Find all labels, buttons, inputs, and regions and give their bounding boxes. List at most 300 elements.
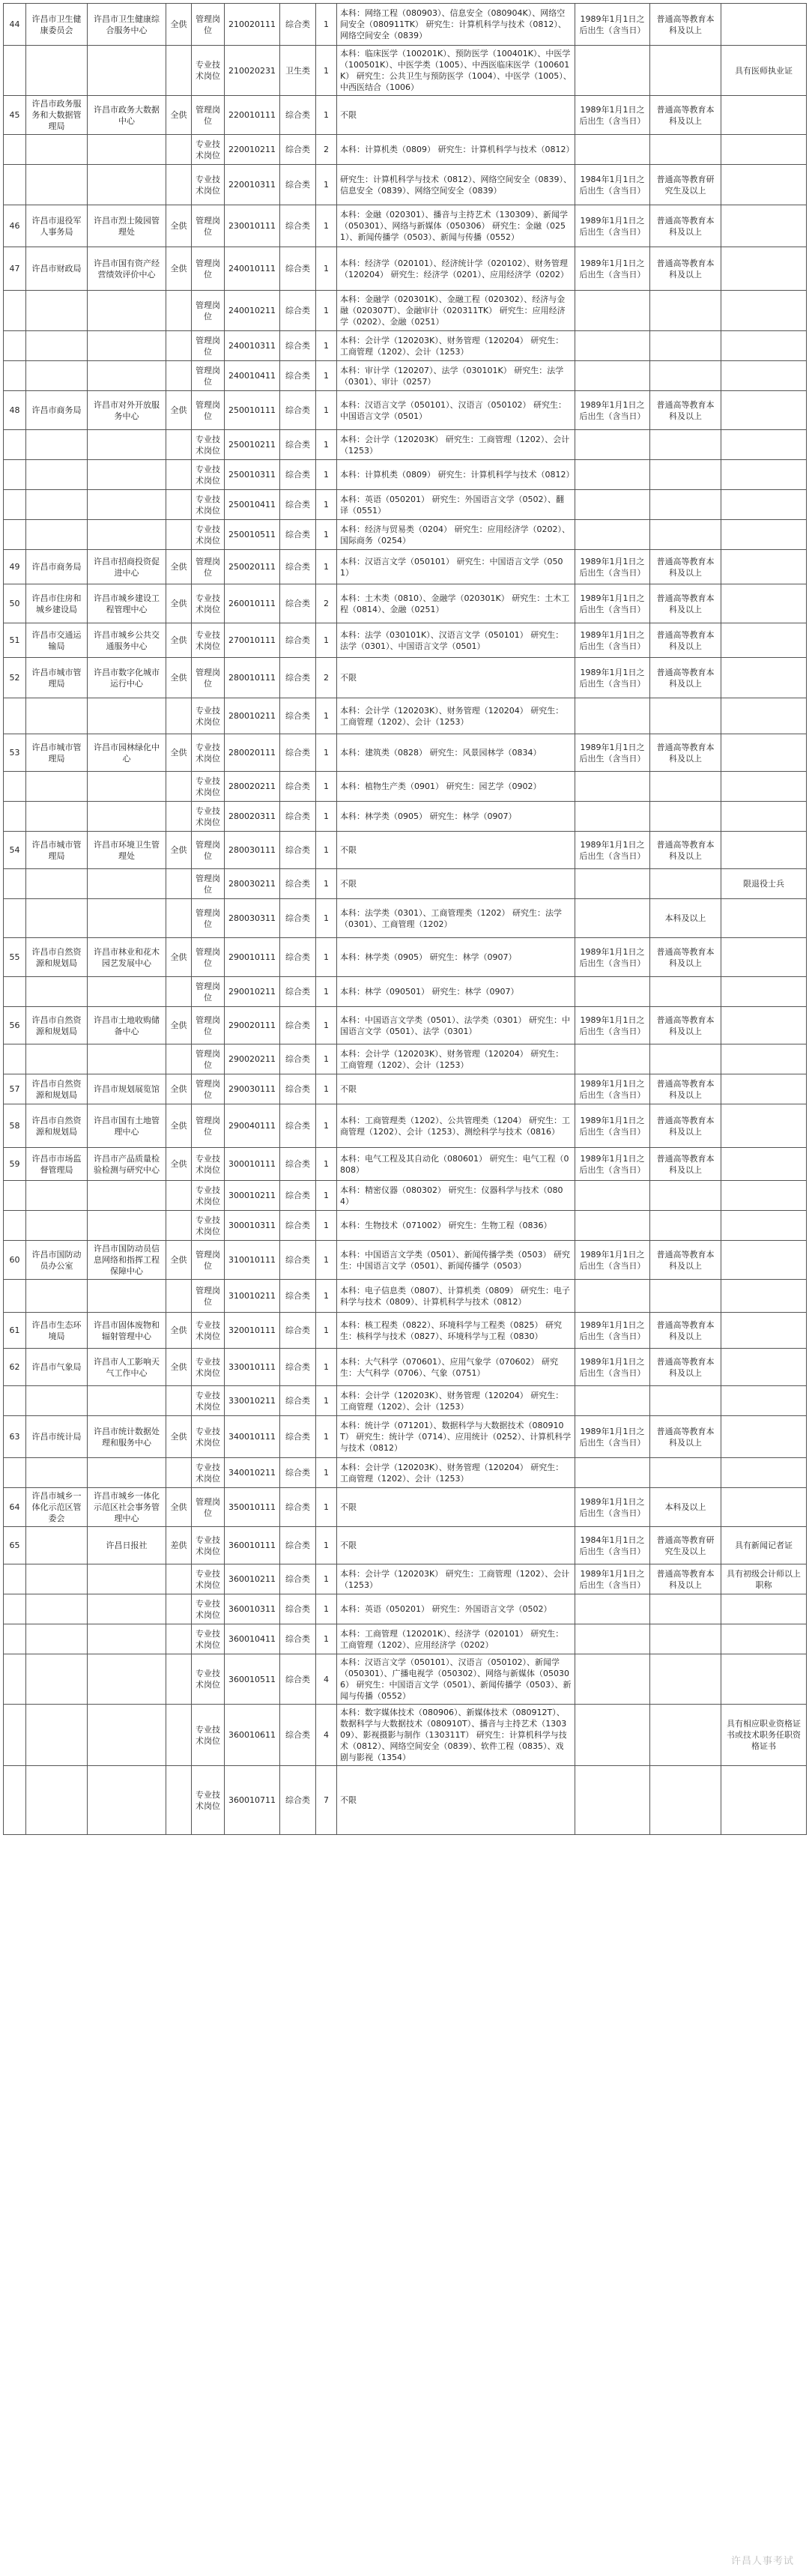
- cell-funding: [166, 520, 192, 550]
- cell-edu: [650, 1594, 721, 1624]
- cell-type: 综合类: [280, 1211, 316, 1241]
- table-row: [4, 772, 807, 802]
- cell-code: 220010311: [225, 165, 280, 205]
- cell-cat: 专业技术岗位: [192, 1313, 225, 1349]
- cell-age: [575, 1280, 650, 1313]
- cell-other: 具有新闻记者证: [721, 1527, 807, 1564]
- cell-unit: [88, 331, 166, 361]
- cell-other: [721, 1458, 807, 1488]
- cell-no: [4, 361, 26, 391]
- cell-code: 360010111: [225, 1527, 280, 1564]
- cell-age: 1989年1月1日之后出生（含当日）: [575, 96, 650, 135]
- cell-cat: 专业技术岗位: [192, 1527, 225, 1564]
- cell-code: 360010711: [225, 1766, 280, 1835]
- cell-unit: [88, 772, 166, 802]
- cell-no: [4, 1624, 26, 1654]
- cell-count: 1: [316, 460, 337, 490]
- cell-unit: [88, 1044, 166, 1074]
- table-row: [4, 550, 807, 584]
- cell-age: 1989年1月1日之后出生（含当日）: [575, 1104, 650, 1148]
- cell-cat: 管理岗位: [192, 938, 225, 977]
- cell-cat: 管理岗位: [192, 391, 225, 430]
- cell-unit: [88, 869, 166, 899]
- cell-funding: [166, 772, 192, 802]
- cell-age: 1984年1月1日之后出生（含当日）: [575, 165, 650, 205]
- cell-no: [4, 46, 26, 96]
- cell-other: [721, 734, 807, 772]
- cell-age: [575, 869, 650, 899]
- cell-major: 本科：建筑类（0828） 研究生：风景园林学（0834）: [337, 734, 575, 772]
- cell-major: 本科：经济与贸易类（0204） 研究生：应用经济学（0202）、国际商务（0254）: [337, 520, 575, 550]
- cell-type: 综合类: [280, 734, 316, 772]
- cell-other: [721, 772, 807, 802]
- cell-code: 240010211: [225, 291, 280, 331]
- cell-type: 综合类: [280, 938, 316, 977]
- cell-major: 本科：植物生产类（0901） 研究生：园艺学（0902）: [337, 772, 575, 802]
- cell-type: 综合类: [280, 4, 316, 46]
- cell-code: 240010311: [225, 331, 280, 361]
- cell-count: 1: [316, 938, 337, 977]
- cell-major: 本科：审计学（120207）、法学（030101K） 研究生：法学（0301）、审计（0257）: [337, 361, 575, 391]
- cell-age: [575, 1044, 650, 1074]
- cell-edu: [650, 1280, 721, 1313]
- cell-unit: [88, 135, 166, 165]
- cell-funding: 差供: [166, 1527, 192, 1564]
- cell-no: 44: [4, 4, 26, 46]
- cell-code: 210020111: [225, 4, 280, 46]
- cell-major: 研究生：计算机科学与技术（0812）、网络空间安全（0839）、信息安全（0839）、网络空间安全（0839）: [337, 165, 575, 205]
- cell-edu: 普通高等教育本科及以上: [650, 1007, 721, 1044]
- table-row: [4, 1104, 807, 1148]
- cell-no: [4, 698, 26, 734]
- cell-no: 49: [4, 550, 26, 584]
- cell-cat: 专业技术岗位: [192, 623, 225, 658]
- cell-major: 不限: [337, 1488, 575, 1527]
- cell-age: [575, 899, 650, 938]
- cell-cat: 专业技术岗位: [192, 584, 225, 623]
- cell-cat: 管理岗位: [192, 658, 225, 698]
- cell-cat: 管理岗位: [192, 1488, 225, 1527]
- cell-cat: 专业技术岗位: [192, 1211, 225, 1241]
- cell-age: 1989年1月1日之后出生（含当日）: [575, 550, 650, 584]
- cell-edu: 普通高等教育本科及以上: [650, 247, 721, 291]
- cell-type: 综合类: [280, 1181, 316, 1211]
- cell-dept: [26, 1280, 88, 1313]
- cell-other: [721, 1044, 807, 1074]
- cell-count: 1: [316, 1313, 337, 1349]
- cell-funding: 全供: [166, 391, 192, 430]
- cell-code: 300010211: [225, 1181, 280, 1211]
- cell-major: 本科：法学类（0301）、工商管理类（1202） 研究生：法学（0301）、工商管理（1202）: [337, 899, 575, 938]
- cell-edu: [650, 698, 721, 734]
- cell-age: 1989年1月1日之后出生（含当日）: [575, 658, 650, 698]
- cell-edu: [650, 1624, 721, 1654]
- cell-funding: [166, 977, 192, 1007]
- cell-dept: [26, 165, 88, 205]
- cell-unit: 许昌市人工影响天气工作中心: [88, 1349, 166, 1386]
- cell-type: 综合类: [280, 1458, 316, 1488]
- cell-unit: [88, 1624, 166, 1654]
- cell-age: [575, 291, 650, 331]
- cell-count: 1: [316, 1458, 337, 1488]
- cell-type: 综合类: [280, 1313, 316, 1349]
- cell-other: [721, 460, 807, 490]
- cell-type: 综合类: [280, 1007, 316, 1044]
- cell-dept: 许昌市交通运输局: [26, 623, 88, 658]
- cell-type: 综合类: [280, 1044, 316, 1074]
- cell-count: 1: [316, 247, 337, 291]
- cell-other: [721, 1007, 807, 1044]
- cell-type: 综合类: [280, 1386, 316, 1416]
- cell-unit: [88, 698, 166, 734]
- cell-count: 1: [316, 832, 337, 869]
- cell-unit: [88, 430, 166, 460]
- cell-age: [575, 1458, 650, 1488]
- cell-major: 本科：林学类（0905） 研究生：林学（0907）: [337, 802, 575, 832]
- cell-cat: 管理岗位: [192, 1074, 225, 1104]
- cell-edu: 普通高等教育本科及以上: [650, 584, 721, 623]
- cell-no: [4, 1044, 26, 1074]
- table-row: [4, 584, 807, 623]
- cell-count: 1: [316, 899, 337, 938]
- cell-type: 卫生类: [280, 46, 316, 96]
- cell-count: 1: [316, 1181, 337, 1211]
- cell-major: 本科：会计学（120203K） 研究生：工商管理（1202）、会计（1253）: [337, 430, 575, 460]
- cell-edu: [650, 869, 721, 899]
- cell-cat: 管理岗位: [192, 1241, 225, 1280]
- cell-no: [4, 899, 26, 938]
- cell-cat: 专业技术岗位: [192, 1148, 225, 1181]
- table-row: [4, 1594, 807, 1624]
- cell-code: 220010211: [225, 135, 280, 165]
- cell-count: 1: [316, 1074, 337, 1104]
- cell-no: [4, 331, 26, 361]
- cell-count: 1: [316, 550, 337, 584]
- cell-count: 1: [316, 361, 337, 391]
- cell-other: 具有医师执业证: [721, 46, 807, 96]
- cell-dept: 许昌市统计局: [26, 1416, 88, 1458]
- cell-cat: 管理岗位: [192, 291, 225, 331]
- cell-type: 综合类: [280, 520, 316, 550]
- cell-dept: [26, 899, 88, 938]
- cell-funding: 全供: [166, 205, 192, 247]
- cell-dept: [26, 1044, 88, 1074]
- cell-edu: [650, 135, 721, 165]
- cell-unit: [88, 977, 166, 1007]
- cell-type: 综合类: [280, 291, 316, 331]
- cell-major: 本科：大气科学（070601）、应用气象学（070602） 研究生：大气科学（0706）、气象（0751）: [337, 1349, 575, 1386]
- cell-age: [575, 1654, 650, 1705]
- cell-unit: 许昌市招商投资促进中心: [88, 550, 166, 584]
- cell-count: 4: [316, 1654, 337, 1705]
- cell-dept: [26, 460, 88, 490]
- cell-edu: [650, 1458, 721, 1488]
- cell-funding: [166, 1044, 192, 1074]
- cell-no: 54: [4, 832, 26, 869]
- cell-funding: 全供: [166, 550, 192, 584]
- table-row: [4, 1280, 807, 1313]
- cell-age: [575, 1386, 650, 1416]
- cell-unit: [88, 291, 166, 331]
- table-row: [4, 460, 807, 490]
- cell-type: 综合类: [280, 1624, 316, 1654]
- cell-other: [721, 4, 807, 46]
- cell-funding: 全供: [166, 1241, 192, 1280]
- cell-funding: 全供: [166, 1148, 192, 1181]
- table-row: [4, 1705, 807, 1766]
- cell-no: [4, 1280, 26, 1313]
- cell-code: 360010611: [225, 1705, 280, 1766]
- cell-code: 290010111: [225, 938, 280, 977]
- cell-dept: [26, 1211, 88, 1241]
- cell-age: 1989年1月1日之后出生（含当日）: [575, 832, 650, 869]
- cell-no: [4, 1705, 26, 1766]
- cell-cat: 专业技术岗位: [192, 1766, 225, 1835]
- cell-unit: 许昌市规划展览馆: [88, 1074, 166, 1104]
- cell-no: 59: [4, 1148, 26, 1181]
- cell-no: 52: [4, 658, 26, 698]
- cell-type: 综合类: [280, 391, 316, 430]
- table-row: [4, 1386, 807, 1416]
- cell-no: [4, 460, 26, 490]
- cell-major: 本科：中国语言文学类（0501）、法学类（0301） 研究生：中国语言文学（0501）、法学（0301）: [337, 1007, 575, 1044]
- cell-cat: 专业技术岗位: [192, 1349, 225, 1386]
- cell-major: 本科：会计学（120203K）、财务管理（120204） 研究生：工商管理（1202）、会计（1253）: [337, 1386, 575, 1416]
- cell-code: 360010211: [225, 1564, 280, 1594]
- cell-dept: [26, 1527, 88, 1564]
- table-row: [4, 802, 807, 832]
- cell-code: 360010511: [225, 1654, 280, 1705]
- cell-major: 本科：计算机类（0809） 研究生：计算机科学与技术（0812）: [337, 135, 575, 165]
- cell-edu: [650, 46, 721, 96]
- cell-unit: 许昌市国有土地管理中心: [88, 1104, 166, 1148]
- cell-code: 340010211: [225, 1458, 280, 1488]
- cell-other: 限退役士兵: [721, 869, 807, 899]
- cell-major: 不限: [337, 1527, 575, 1564]
- cell-edu: 普通高等教育本科及以上: [650, 391, 721, 430]
- cell-cat: 专业技术岗位: [192, 1181, 225, 1211]
- cell-age: 1989年1月1日之后出生（含当日）: [575, 1416, 650, 1458]
- table-row: [4, 361, 807, 391]
- cell-count: 2: [316, 584, 337, 623]
- cell-edu: 普通高等教育研究生及以上: [650, 165, 721, 205]
- cell-age: [575, 520, 650, 550]
- cell-other: [721, 165, 807, 205]
- cell-count: 1: [316, 623, 337, 658]
- cell-code: 340010111: [225, 1416, 280, 1458]
- cell-type: 综合类: [280, 1280, 316, 1313]
- cell-type: 综合类: [280, 331, 316, 361]
- cell-no: 51: [4, 623, 26, 658]
- cell-code: 230010111: [225, 205, 280, 247]
- table-row: [4, 1416, 807, 1458]
- cell-other: [721, 584, 807, 623]
- cell-unit: [88, 520, 166, 550]
- cell-funding: 全供: [166, 1416, 192, 1458]
- cell-dept: [26, 869, 88, 899]
- cell-cat: 专业技术岗位: [192, 1654, 225, 1705]
- cell-cat: 管理岗位: [192, 869, 225, 899]
- cell-code: 250010111: [225, 391, 280, 430]
- cell-cat: 专业技术岗位: [192, 1386, 225, 1416]
- table-row: [4, 1211, 807, 1241]
- cell-type: 综合类: [280, 832, 316, 869]
- cell-unit: [88, 1705, 166, 1766]
- cell-major: 本科：金融（020301）、播音与主持艺术（130309）、新闻学（050301）、网络与新媒体（050306） 研究生：金融（0251）、新闻传播学（0503）、新闻与传播（0552）: [337, 205, 575, 247]
- cell-count: 1: [316, 1241, 337, 1280]
- cell-count: 1: [316, 96, 337, 135]
- cell-funding: 全供: [166, 1349, 192, 1386]
- cell-dept: 许昌市生态环境局: [26, 1313, 88, 1349]
- cell-other: [721, 1594, 807, 1624]
- cell-major: 本科：临床医学（100201K）、预防医学（100401K）、中医学（100501K）、中医学类（1005）、中西医临床医学（100601K） 研究生：公共卫生与预防医学（1004）、中医学（1005）、中西医结合（1006）: [337, 46, 575, 96]
- cell-other: [721, 1416, 807, 1458]
- cell-funding: [166, 1564, 192, 1594]
- cell-major: 本科：会计学（120203K）、财务管理（120204） 研究生：工商管理（1202）、会计（1253）: [337, 698, 575, 734]
- cell-edu: 普通高等教育本科及以上: [650, 1564, 721, 1594]
- cell-dept: [26, 698, 88, 734]
- cell-cat: 管理岗位: [192, 550, 225, 584]
- cell-no: 53: [4, 734, 26, 772]
- cell-unit: 许昌市土地收购储备中心: [88, 1007, 166, 1044]
- table-row: [4, 247, 807, 291]
- cell-funding: 全供: [166, 623, 192, 658]
- cell-other: [721, 96, 807, 135]
- cell-edu: 普通高等教育本科及以上: [650, 623, 721, 658]
- cell-no: [4, 977, 26, 1007]
- cell-dept: 许昌市自然资源和规划局: [26, 1104, 88, 1148]
- cell-code: 240010111: [225, 247, 280, 291]
- cell-code: 290010211: [225, 977, 280, 1007]
- table-row: [4, 1044, 807, 1074]
- cell-major: 本科：生物技术（071002） 研究生：生物工程（0836）: [337, 1211, 575, 1241]
- table-row: [4, 1349, 807, 1386]
- cell-funding: 全供: [166, 247, 192, 291]
- cell-major: 本科：汉语言文学（050101）、汉语言（050102） 研究生：中国语言文学（0501）: [337, 391, 575, 430]
- cell-cat: 专业技术岗位: [192, 1458, 225, 1488]
- cell-code: 310010211: [225, 1280, 280, 1313]
- table-row: [4, 698, 807, 734]
- cell-funding: [166, 46, 192, 96]
- cell-other: [721, 1148, 807, 1181]
- cell-age: [575, 698, 650, 734]
- cell-count: 1: [316, 1280, 337, 1313]
- cell-no: [4, 165, 26, 205]
- cell-type: 综合类: [280, 1074, 316, 1104]
- cell-edu: [650, 1386, 721, 1416]
- cell-cat: 专业技术岗位: [192, 802, 225, 832]
- cell-funding: [166, 1766, 192, 1835]
- table-row: [4, 1564, 807, 1594]
- cell-edu: 普通高等教育本科及以上: [650, 205, 721, 247]
- cell-cat: 专业技术岗位: [192, 772, 225, 802]
- cell-edu: [650, 1766, 721, 1835]
- cell-cat: 专业技术岗位: [192, 135, 225, 165]
- table-row: [4, 291, 807, 331]
- cell-major: 本科：数字媒体技术（080906）、新媒体技术（080912T）、数据科学与大数据技术（080910T）、播音与主持艺术（130309）、影视摄影与制作（130311T） 研究生：计算机科学与技术（0812）、网络空间安全（0839）、软件工程（0835）、戏剧与影视（1354）: [337, 1705, 575, 1766]
- cell-cat: 管理岗位: [192, 1007, 225, 1044]
- cell-edu: 普通高等教育本科及以上: [650, 1416, 721, 1458]
- cell-count: 1: [316, 1148, 337, 1181]
- cell-funding: 全供: [166, 1074, 192, 1104]
- cell-type: 综合类: [280, 1349, 316, 1386]
- cell-edu: [650, 1705, 721, 1766]
- cell-age: 1989年1月1日之后出生（含当日）: [575, 1241, 650, 1280]
- cell-funding: 全供: [166, 938, 192, 977]
- cell-code: 290030111: [225, 1074, 280, 1104]
- table-row: [4, 391, 807, 430]
- cell-dept: 许昌市财政局: [26, 247, 88, 291]
- cell-code: 250010411: [225, 490, 280, 520]
- cell-unit: [88, 460, 166, 490]
- cell-dept: 许昌市国防动员办公室: [26, 1241, 88, 1280]
- cell-no: [4, 1386, 26, 1416]
- table-row: [4, 1074, 807, 1104]
- cell-funding: 全供: [166, 658, 192, 698]
- cell-funding: [166, 135, 192, 165]
- cell-count: 1: [316, 430, 337, 460]
- cell-age: 1989年1月1日之后出生（含当日）: [575, 247, 650, 291]
- cell-age: [575, 490, 650, 520]
- cell-count: 1: [316, 291, 337, 331]
- cell-unit: 许昌市城乡建设工程管理中心: [88, 584, 166, 623]
- cell-unit: 许昌市统计数据处理和服务中心: [88, 1416, 166, 1458]
- cell-type: 综合类: [280, 802, 316, 832]
- cell-other: [721, 361, 807, 391]
- cell-major: 本科：林学（090501） 研究生：林学（0907）: [337, 977, 575, 1007]
- table-row: [4, 899, 807, 938]
- cell-age: 1989年1月1日之后出生（含当日）: [575, 1148, 650, 1181]
- table-row: [4, 658, 807, 698]
- cell-unit: 许昌市城乡公共交通服务中心: [88, 623, 166, 658]
- cell-no: 45: [4, 96, 26, 135]
- cell-other: 具有初级会计师以上职称: [721, 1564, 807, 1594]
- cell-other: [721, 1654, 807, 1705]
- cell-other: 具有相应职业资格证书或技术职务任职资格证书: [721, 1705, 807, 1766]
- cell-major: 本科：核工程类（0822）、环境科学与工程类（0825） 研究生：核科学与技术（0827）、环境科学与工程（0830）: [337, 1313, 575, 1349]
- cell-age: 1989年1月1日之后出生（含当日）: [575, 1313, 650, 1349]
- cell-type: 综合类: [280, 1527, 316, 1564]
- cell-dept: [26, 135, 88, 165]
- watermark: 许昌人事考试: [730, 2556, 794, 2567]
- cell-type: 综合类: [280, 205, 316, 247]
- cell-major: 本科：经济学（020101）、经济统计学（020102）、财务管理（120204） 研究生：经济学（0201）、应用经济学（0202）: [337, 247, 575, 291]
- cell-count: 1: [316, 1416, 337, 1458]
- cell-cat: 专业技术岗位: [192, 1416, 225, 1458]
- cell-edu: [650, 291, 721, 331]
- cell-age: [575, 802, 650, 832]
- cell-type: 综合类: [280, 1416, 316, 1458]
- cell-no: [4, 1211, 26, 1241]
- cell-count: 4: [316, 1705, 337, 1766]
- cell-other: [721, 1241, 807, 1280]
- cell-age: 1989年1月1日之后出生（含当日）: [575, 1488, 650, 1527]
- cell-edu: [650, 1654, 721, 1705]
- cell-count: 1: [316, 391, 337, 430]
- cell-funding: 全供: [166, 1007, 192, 1044]
- cell-edu: [650, 490, 721, 520]
- cell-unit: [88, 1458, 166, 1488]
- cell-other: [721, 1181, 807, 1211]
- table-row: [4, 1241, 807, 1280]
- cell-dept: 许昌市城乡一体化示范区管委会: [26, 1488, 88, 1527]
- cell-major: 本科：会计学（120203K）、财务管理（120204） 研究生：工商管理（1202）、会计（1253）: [337, 1044, 575, 1074]
- cell-dept: [26, 1564, 88, 1594]
- cell-other: [721, 490, 807, 520]
- cell-dept: [26, 1594, 88, 1624]
- cell-no: [4, 1181, 26, 1211]
- cell-unit: 许昌市城乡一体化示范区社会事务管理中心: [88, 1488, 166, 1527]
